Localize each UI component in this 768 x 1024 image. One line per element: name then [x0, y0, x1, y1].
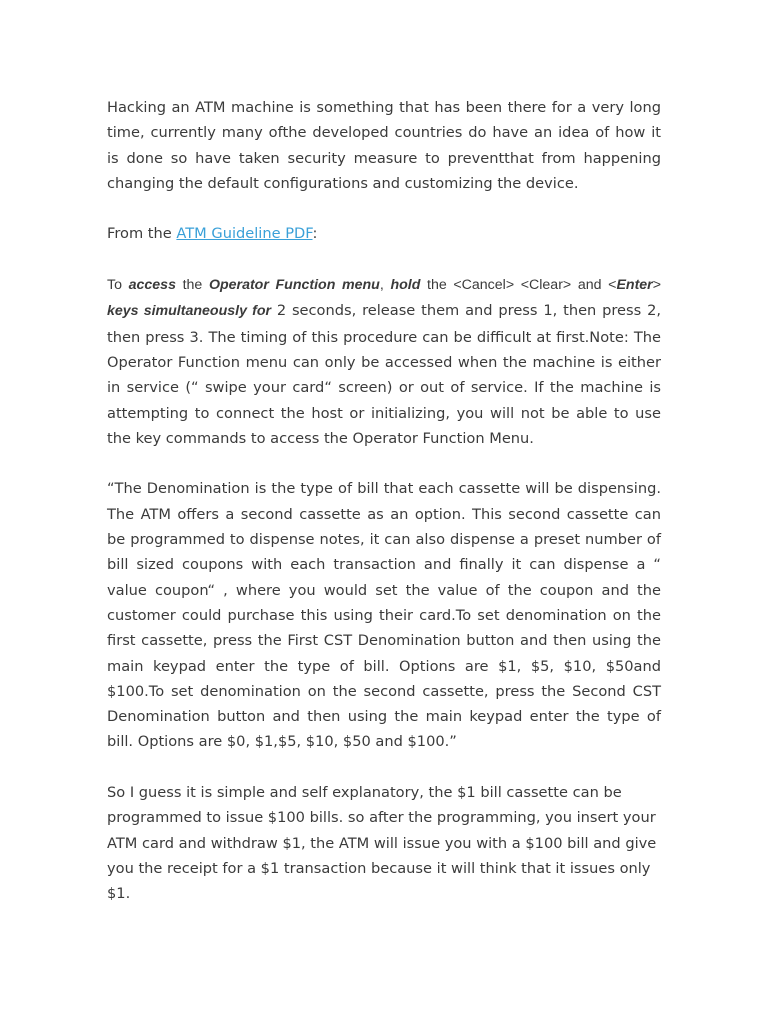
quote-emphasis-enter: Enter	[616, 277, 653, 294]
conclusion-paragraph: So I guess it is simple and self explanatory, the $1 bill cassette can be programmed to issue $100 bills. so after the programming, you insert your ATM card and withdraw $1, the ATM will issue you with a $100 bill and give you the receipt for a $1 transaction because it will think that it issues only $1.	[107, 784, 657, 903]
quote-text-1: To	[107, 277, 129, 294]
quote-emphasis-keys: keys simultaneously for	[107, 303, 272, 320]
operator-function-paragraph	[107, 272, 661, 451]
quote-emphasis-hold: hold	[390, 277, 421, 294]
quote-text-5: >	[652, 277, 661, 294]
quote-emphasis-menu: Operator Function menu	[208, 277, 380, 294]
intro-paragraph: Hacking an ATM machine is something that has been there for a very long time, currently many ofthe developed countries do have an idea of how it is done so have taken security measure to preventthat from happening changing the default configurations and customizing the device.	[107, 99, 661, 192]
source-paragraph	[107, 221, 661, 246]
source-suffix: :	[312, 225, 318, 243]
quote-text-4: the <Cancel> <Clear> and <	[420, 277, 617, 294]
document-body	[107, 95, 661, 932]
quote-emphasis-access: access	[128, 277, 176, 294]
quote-text-6: 2 seconds, release them and press 1, then press 2, then press 3. The timing of this procedure can be difficult at first.Note: The Operator Function menu can only be accessed when the machine is either in service (“ swipe your card“ screen) or out of service. If the machine is attempting to connect the host or initializing, you will not be able to use the key commands to access the Operator Function Menu.	[107, 302, 661, 447]
quote-text-2: the	[175, 277, 209, 294]
denomination-paragraph: “The Denomination is the type of bill that each cassette will be dispensing. The ATM offers a second cassette as an option. This second cassette can be programmed to dispense notes, it can also dispense a preset number of bill sized coupons with each transaction and finally it can dispense a “ value coupon“ , where you would set the value of the coupon and the customer could purchase this using their card.To set denomination on the first cassette, press the First CST Denomination button and then using the main keypad enter the type of bill. Options are $1, $5, $10, $50and $100.To set denomination on the second cassette, press the Second CST Denomination button and then using the main keypad enter the type of bill. Options are $0, $1,$5, $10, $50 and $100.”	[107, 480, 661, 751]
quote-text-3: ,	[379, 277, 391, 294]
atm-guideline-pdf-link[interactable]: ATM Guideline PDF	[176, 225, 313, 243]
source-prefix: From the	[107, 225, 177, 243]
